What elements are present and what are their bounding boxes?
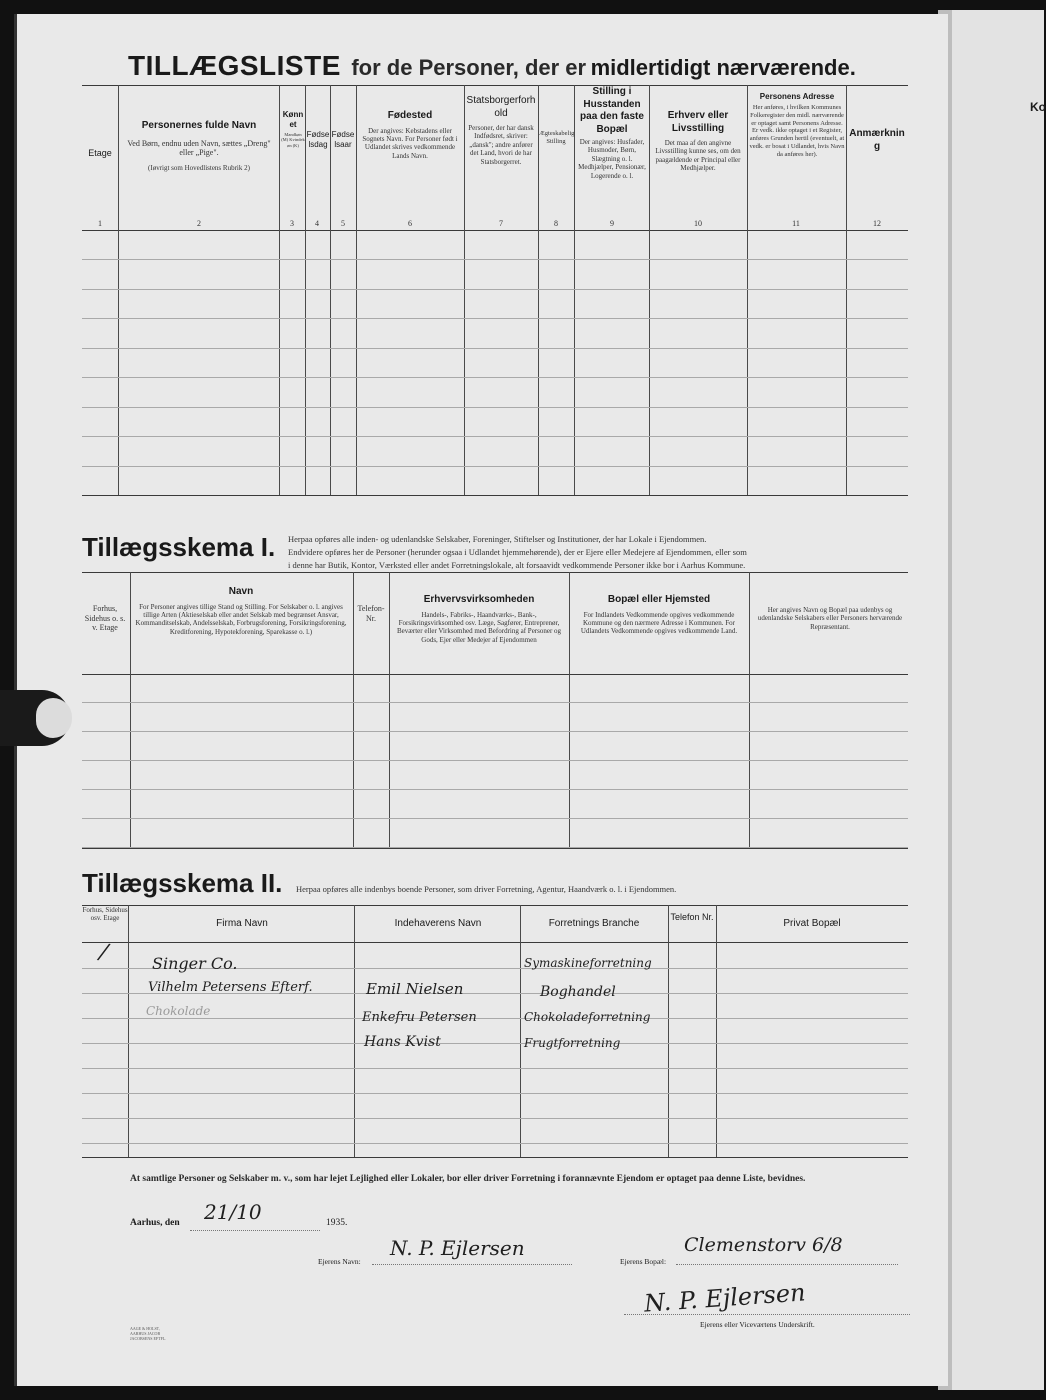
t1-column-divider	[464, 85, 465, 495]
s1-col-representative: Her angives Navn og Bopæl paa udenbys og udenlandske Selskabers eller Personers herværende Repræsentant.	[757, 606, 903, 631]
column-number: 2	[197, 219, 201, 228]
owner-address-label: Ejerens Bopæl:	[620, 1257, 667, 1266]
binder-tab	[0, 690, 70, 746]
date-line	[190, 1230, 320, 1231]
s1-col-name: Navn For Personer angives tillige Stand og Stilling. For Selskaber o. l. angives tillige Arten (Aktieselskab eller andet Selskab med begrænset Ansvar, Kommanditselskab, Andelsselskab, Forbrugsforening, Forsikringsforening, Kreditforening, Hypotekforening, Sparekasse o. l.)	[135, 586, 347, 636]
t1-column-divider	[356, 85, 357, 495]
s1-column-divider	[353, 572, 354, 848]
printer-imprint: AAGE & HOLST, AARHUS JACOB JACOBSENS EFTFL.	[130, 1326, 167, 1341]
column-number: 12	[873, 219, 881, 228]
s2-col-private: Privat Bopæl	[783, 918, 841, 929]
column-number: 1	[98, 219, 102, 228]
t1-column-divider	[279, 85, 280, 495]
schema1-desc-line3: i denne har Butik, Kontor, Værksted eller andet Forretningslokale, alt forsaavidt vedkommende Personer ikke bor i Aarhus Kommune.	[288, 560, 746, 570]
year-label: 1935.	[326, 1218, 348, 1228]
signature-line	[624, 1314, 910, 1315]
signature-handwritten: N. P. Ejlersen	[643, 1278, 807, 1318]
s1-column-divider	[569, 572, 570, 848]
schema1-desc-line1: Herpaa opføres alle inden- og udenlandske Selskaber, Foreninger, Stiftelser og Institutioner, der har Lokale i Ejendommen.	[288, 534, 707, 544]
binder-tab-slot	[36, 698, 72, 738]
page-title	[128, 50, 856, 82]
column-number: 9	[610, 219, 614, 228]
s2-row4-owner: Hans Kvist	[364, 1034, 441, 1050]
column-number: 10	[694, 219, 702, 228]
date-handwritten: 21/10	[204, 1200, 262, 1224]
s1-row-line	[82, 760, 908, 761]
s2-row-line	[82, 1018, 908, 1019]
s1-row-line	[82, 789, 908, 790]
column-number: 11	[792, 219, 800, 228]
s1-row-line	[82, 847, 908, 848]
s2-column-divider	[520, 905, 521, 1157]
t1-col-birthplace: Fødested Der angives: Kebstadens eller Sognets Navn. For Personer født i Udlandet skrives vedkommende Lands Navn.	[362, 110, 458, 160]
s2-row1-branche: Symaskineforretning	[524, 956, 652, 970]
owner-name-label: Ejerens Navn:	[318, 1257, 361, 1266]
s2-column-divider	[354, 905, 355, 1157]
t1-row-line	[82, 466, 908, 467]
s2-row1-firma: Singer Co.	[152, 954, 238, 973]
s2-col-branche: Forretnings Branche	[548, 918, 640, 929]
t1-col-household: Stilling i Husstanden paa den faste Bopæl Der angives: Husfader, Husmoder, Børn, Slægtning o. l. Medhjælper, Pensionær, Logerende o. l.	[578, 86, 646, 180]
adjacent-page	[950, 10, 1044, 1390]
s2-row-line	[82, 1143, 908, 1144]
t1-col-remark: Anmærkning	[849, 128, 905, 152]
owner-address-handwritten: Clemenstorv 6/8	[684, 1234, 843, 1256]
table1-header-border	[82, 230, 908, 231]
t1-column-divider	[538, 85, 539, 495]
schema1-description	[288, 533, 908, 572]
owner-name-handwritten: N. P. Ejlersen	[390, 1236, 525, 1260]
s1-col-residence: Bopæl eller Hjemsted For Indlandets Vedkommende opgives vedkommende Kommune og den nærmere Adresse i Kommunen. For Udlandets Vedkommende opgives vedkommende Land.	[580, 594, 738, 636]
s1-column-divider	[389, 572, 390, 848]
s1-col-business: Erhvervsvirksomheden Handels-, Fabriks-, Haandværks-, Bank-, Forsikringsvirksomhed osv. Læge, Sagfører, Entreprenør, Beværter eller Virksomhed med Befordring af Personer og Gods, Ejer eller Medejer af Ejendommen	[396, 594, 562, 644]
s2-column-divider	[128, 905, 129, 1157]
t1-column-divider	[574, 85, 575, 495]
column-number: 6	[408, 219, 412, 228]
column-number: 4	[315, 219, 319, 228]
schema1-header-border	[82, 674, 908, 675]
s2-col-etage: Forhus, Sidehus osv. Etage	[82, 906, 128, 923]
s1-column-divider	[749, 572, 750, 848]
schema2-header-border	[82, 942, 908, 943]
s2-row3-firma: Chokolade	[146, 1004, 211, 1018]
t1-col-address: Personens Adresse Her anføres, i hvilken Kommunes Folkeregister den midl. nærværende er optaget samt Personens Adresse. Er vedk. ikke optaget i et Register, anføres Grunden hertil (eventuelt, at vedk. er bosat i Udlandet, hvis Navn da anføres her).	[749, 92, 845, 158]
title-rest-a: for de Personer, der er	[351, 55, 587, 80]
adjacent-page-fragment: Ko	[1030, 100, 1046, 114]
s2-row2-firma: Vilhelm Petersens Efterf.	[148, 980, 313, 995]
schema2-description: Herpaa opføres alle indenbys boende Personer, som driver Forretning, Agentur, Haandværk o. l. i Ejendommen.	[296, 884, 677, 894]
owner-name-line	[372, 1264, 572, 1265]
t1-row-line	[82, 407, 908, 408]
t1-col-name: Personernes fulde Navn Ved Børn, endnu uden Navn, sættes „Dreng" eller „Pige". (Iøvrigt som Hovedlistens Rubrik 2)	[127, 120, 271, 172]
column-number: 7	[499, 219, 503, 228]
place-date-label: Aarhus, den	[130, 1218, 180, 1228]
s1-column-divider	[130, 572, 131, 848]
schema2-title: Tillægsskema II.	[82, 868, 283, 898]
table1-top-border	[82, 85, 908, 86]
t1-col-marital: Ægteskabelig Stilling	[539, 130, 575, 145]
t1-col-birthyear: Fødselsaar	[331, 130, 355, 149]
schema1-desc-line2: Endvidere opføres her de Personer (herunder ogsaa i Udlandet hjemmehørende), der er Ejere eller Medejere af Ejendommen, eller som	[288, 547, 747, 557]
s1-col-etage: Forhus, Sidehus o. s. v. Etage	[84, 604, 126, 633]
schema1-top-border	[82, 572, 908, 573]
t1-column-divider	[118, 85, 119, 495]
signature-label: Ejerens eller Viceværtens Underskrift.	[700, 1320, 815, 1329]
s2-row-line	[82, 1068, 908, 1069]
table1-bottom-border	[82, 495, 908, 496]
s2-col-firma: Firma Navn	[216, 918, 268, 929]
schema2-top-border	[82, 905, 908, 906]
s2-row3-owner: Enkefru Petersen	[362, 1010, 477, 1025]
s2-row-line	[82, 1043, 908, 1044]
s1-col-phone: Telefon-Nr.	[357, 604, 385, 623]
s2-column-divider	[668, 905, 669, 1157]
t1-row-line	[82, 348, 908, 349]
s2-etage-mark: /	[97, 939, 110, 966]
s2-row2-owner: Emil Nielsen	[366, 980, 464, 998]
s2-row4-branche: Frugtforretning	[524, 1036, 621, 1050]
attestation-text: At samtlige Personer og Selskaber m. v., som har lejet Lejlighed eller Lokaler, bor eller driver Forretning i forannævnte Ejendom er optaget paa denne Liste, bevidnes.	[130, 1174, 806, 1184]
s2-column-divider	[716, 905, 717, 1157]
t1-col-etage: Etage	[88, 148, 112, 158]
t1-col-birthday: Fødselsdag	[306, 130, 330, 149]
t1-column-divider	[747, 85, 748, 495]
t1-col-gender: Kønnet Mandkøn (M) Kvindekøn (K)	[281, 110, 305, 148]
s1-row-line	[82, 731, 908, 732]
title-rest-b: midlertidigt nærværende.	[590, 55, 856, 80]
s2-row2-branche: Boghandel	[540, 984, 616, 1000]
schema1-title: Tillægsskema I.	[82, 532, 276, 562]
t1-row-line	[82, 318, 908, 319]
t1-column-divider	[846, 85, 847, 495]
s2-row-line	[82, 1093, 908, 1094]
owner-address-line	[676, 1264, 898, 1265]
s2-col-owner: Indehaverens Navn	[394, 918, 482, 929]
s2-row3-branche: Chokoladeforretning	[524, 1010, 651, 1024]
schema1-bottom-border	[82, 848, 908, 849]
t1-col-occupation: Erhverv eller Livsstilling Det maa af den angivne Livsstilling kunne ses, om den paagældende er Principal eller Medhjælper.	[655, 110, 741, 173]
t1-row-line	[82, 377, 908, 378]
column-number: 8	[554, 219, 558, 228]
t1-row-line	[82, 289, 908, 290]
column-number: 5	[341, 219, 345, 228]
column-number: 3	[290, 219, 294, 228]
schema2-bottom-border	[82, 1157, 908, 1158]
s2-col-phone: Telefon Nr.	[670, 912, 714, 922]
s1-row-line	[82, 818, 908, 819]
t1-col-citizenship: Statsborgerforhold Personer, der har dansk Indfødsret, skriver: „dansk"; andre anfører det Land, hvori de har Statsborgerret.	[466, 95, 536, 166]
title-main: TILLÆGSLISTE	[128, 50, 341, 81]
s1-row-line	[82, 702, 908, 703]
t1-row-line	[82, 259, 908, 260]
t1-row-line	[82, 436, 908, 437]
s2-row-line	[82, 1118, 908, 1119]
t1-column-divider	[649, 85, 650, 495]
